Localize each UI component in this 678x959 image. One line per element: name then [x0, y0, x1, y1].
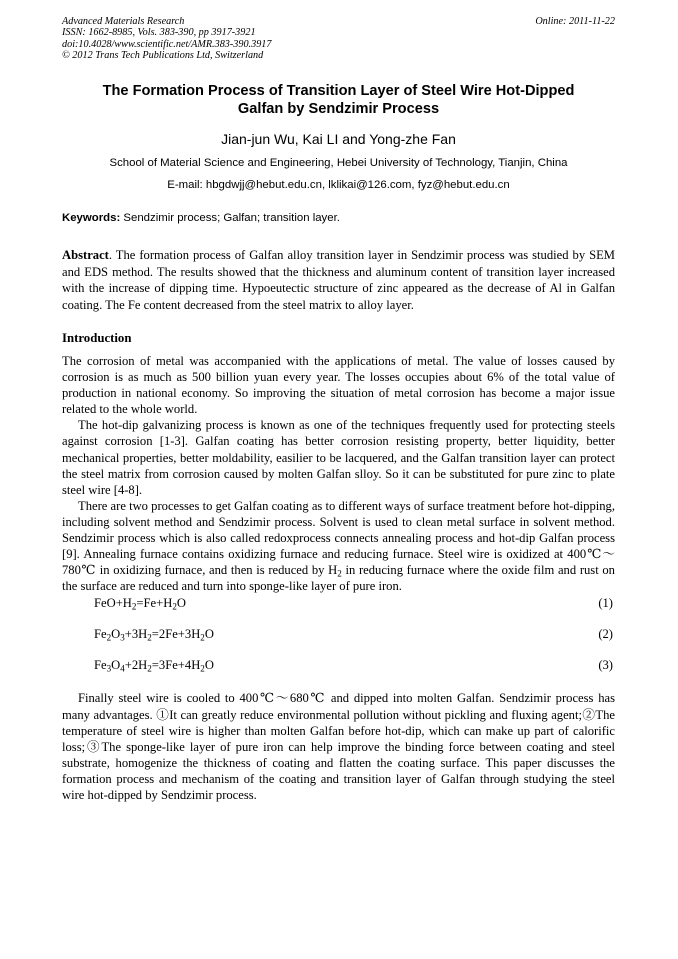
keywords [62, 211, 615, 226]
journal-name: Advanced Materials Research [62, 16, 185, 27]
affiliation: School of Material Science and Engineering, Hebei University of Technology, Tianjin, China [109, 157, 568, 169]
paragraph-4: Finally steel wire is cooled to 400℃～680℃ and dipped into molten Galfan. Sendzimir process has many advantages. ①It can greatly reduce environmental pollution without pickling and fluxing agent;②The temperature of steel wire is higher than molten Galfan before hot-dip, which can make up part of calorific loss;③The sponge-like layer of pure iron can help improve the binding force between coating and steel substrate, homogenize the thickness of coating and flatten the coating surface. This paper discusses the formation process and mechanism of the coating and transition layer of Galfan through studying the steel wire hot-dipped by Sendzimir process. [62, 691, 615, 802]
keywords-label: Keywords: [62, 212, 121, 224]
title-line-1: The Formation Process of Transition Layer of Steel Wire Hot-Dipped [102, 83, 575, 99]
equation-1-number: (1) [598, 596, 613, 611]
journal-header [62, 16, 615, 62]
equation-3-formula: $Fe_3O_4+2H_2=3Fe+4H_2O$ [94, 658, 214, 674]
paragraph-3 [62, 498, 615, 595]
paragraph-1: The corrosion of metal was accompanied with the applications of metal. The value of losses caused by corrosion is as much as 500 billion yuan every year. The losses occupies about 6% of the total value of production in national economy. So improving the situation of metal corrosion has become a major issue related to the whole world. [62, 354, 615, 417]
journal-copyright: © 2012 Trans Tech Publications Ltd, Switzerland [62, 50, 264, 62]
online-date: Online: 2011-11-22 [535, 16, 615, 27]
paragraph-3-part-b: in reducing furnace where the oxide film and rust on the surface are reduced and turn into sponge-like layer of pure iron. [62, 563, 615, 594]
section-title: Introduction [62, 331, 132, 345]
journal-doi: doi:10.4028/www.scientific.net/AMR.383-390.3917 [62, 38, 272, 50]
equation-3-number: (3) [598, 658, 613, 673]
authors: Jian-jun Wu, Kai LI and Yong-zhe Fan [221, 131, 456, 147]
paragraph-2: The hot-dip galvanizing process is known as one of the techniques frequently used for protecting steels against corrosion [1-3]. Galfan coating has better corrosion resisting property, better liquidity, better mechanical properties, better moldability, easilier to be lacquered, and the Galfan transition layer can protect the steel matrix from corrosion caused by molten Galfan slloy. So it can be substituted for pure zinc to plate steel wire [4-8]. [62, 418, 615, 497]
title-line-2: Galfan by Sendzimir Process [237, 101, 440, 117]
introduction-body [62, 353, 615, 803]
paper-title [62, 82, 615, 118]
email-line: E-mail: hbgdwjj@hebut.edu.cn, lklikai@126.com, fyz@hebut.edu.cn [167, 179, 510, 191]
paragraph-3-part-a: There are two processes to get Galfan coating as to different ways of surface treatment before hot-dipping, including solvent method and Sendzimir process. Solvent is used to clean metal surface in solvent method. Sendzimir process which is also called redoxprocess connects annealing process and hot-dip Galfan process [9]. Annealing furnace contains oxidizing furnace and reducing furnace. Steel wire is oxidized at 400℃～780℃ in oxidizing furnace, and then is reduced by H [62, 498, 615, 578]
abstract [62, 247, 615, 313]
abstract-text: . The formation process of Galfan alloy transition layer in Sendzimir process was studied by SEM and EDS method. The results showed that the thickness and aluminum content of transition layer increased with the increase of dipping time. Hypoeutectic structure of zinc appeared as the decrease of Al in Galfan coating. The Fe content decreased from the steel matrix to alloy layer. [62, 248, 615, 312]
equation-1-formula: $FeO+H_2=Fe+H_2O$ [94, 596, 186, 612]
equation-2-formula: $Fe_2O_3+3H_2=2Fe+3H_2O$ [94, 627, 214, 643]
journal-issn: ISSN: 1662-8985, Vols. 383-390, pp 3917-3921 [62, 27, 256, 39]
abstract-label: Abstract [62, 248, 109, 262]
paragraph-3-subscript: 2 [337, 568, 342, 579]
equation-2 [62, 626, 615, 642]
equation-1 [62, 595, 615, 611]
equation-3 [62, 657, 615, 673]
equation-2-number: (2) [598, 627, 613, 642]
keywords-text: Sendzimir process; Galfan; transition layer. [120, 212, 340, 224]
